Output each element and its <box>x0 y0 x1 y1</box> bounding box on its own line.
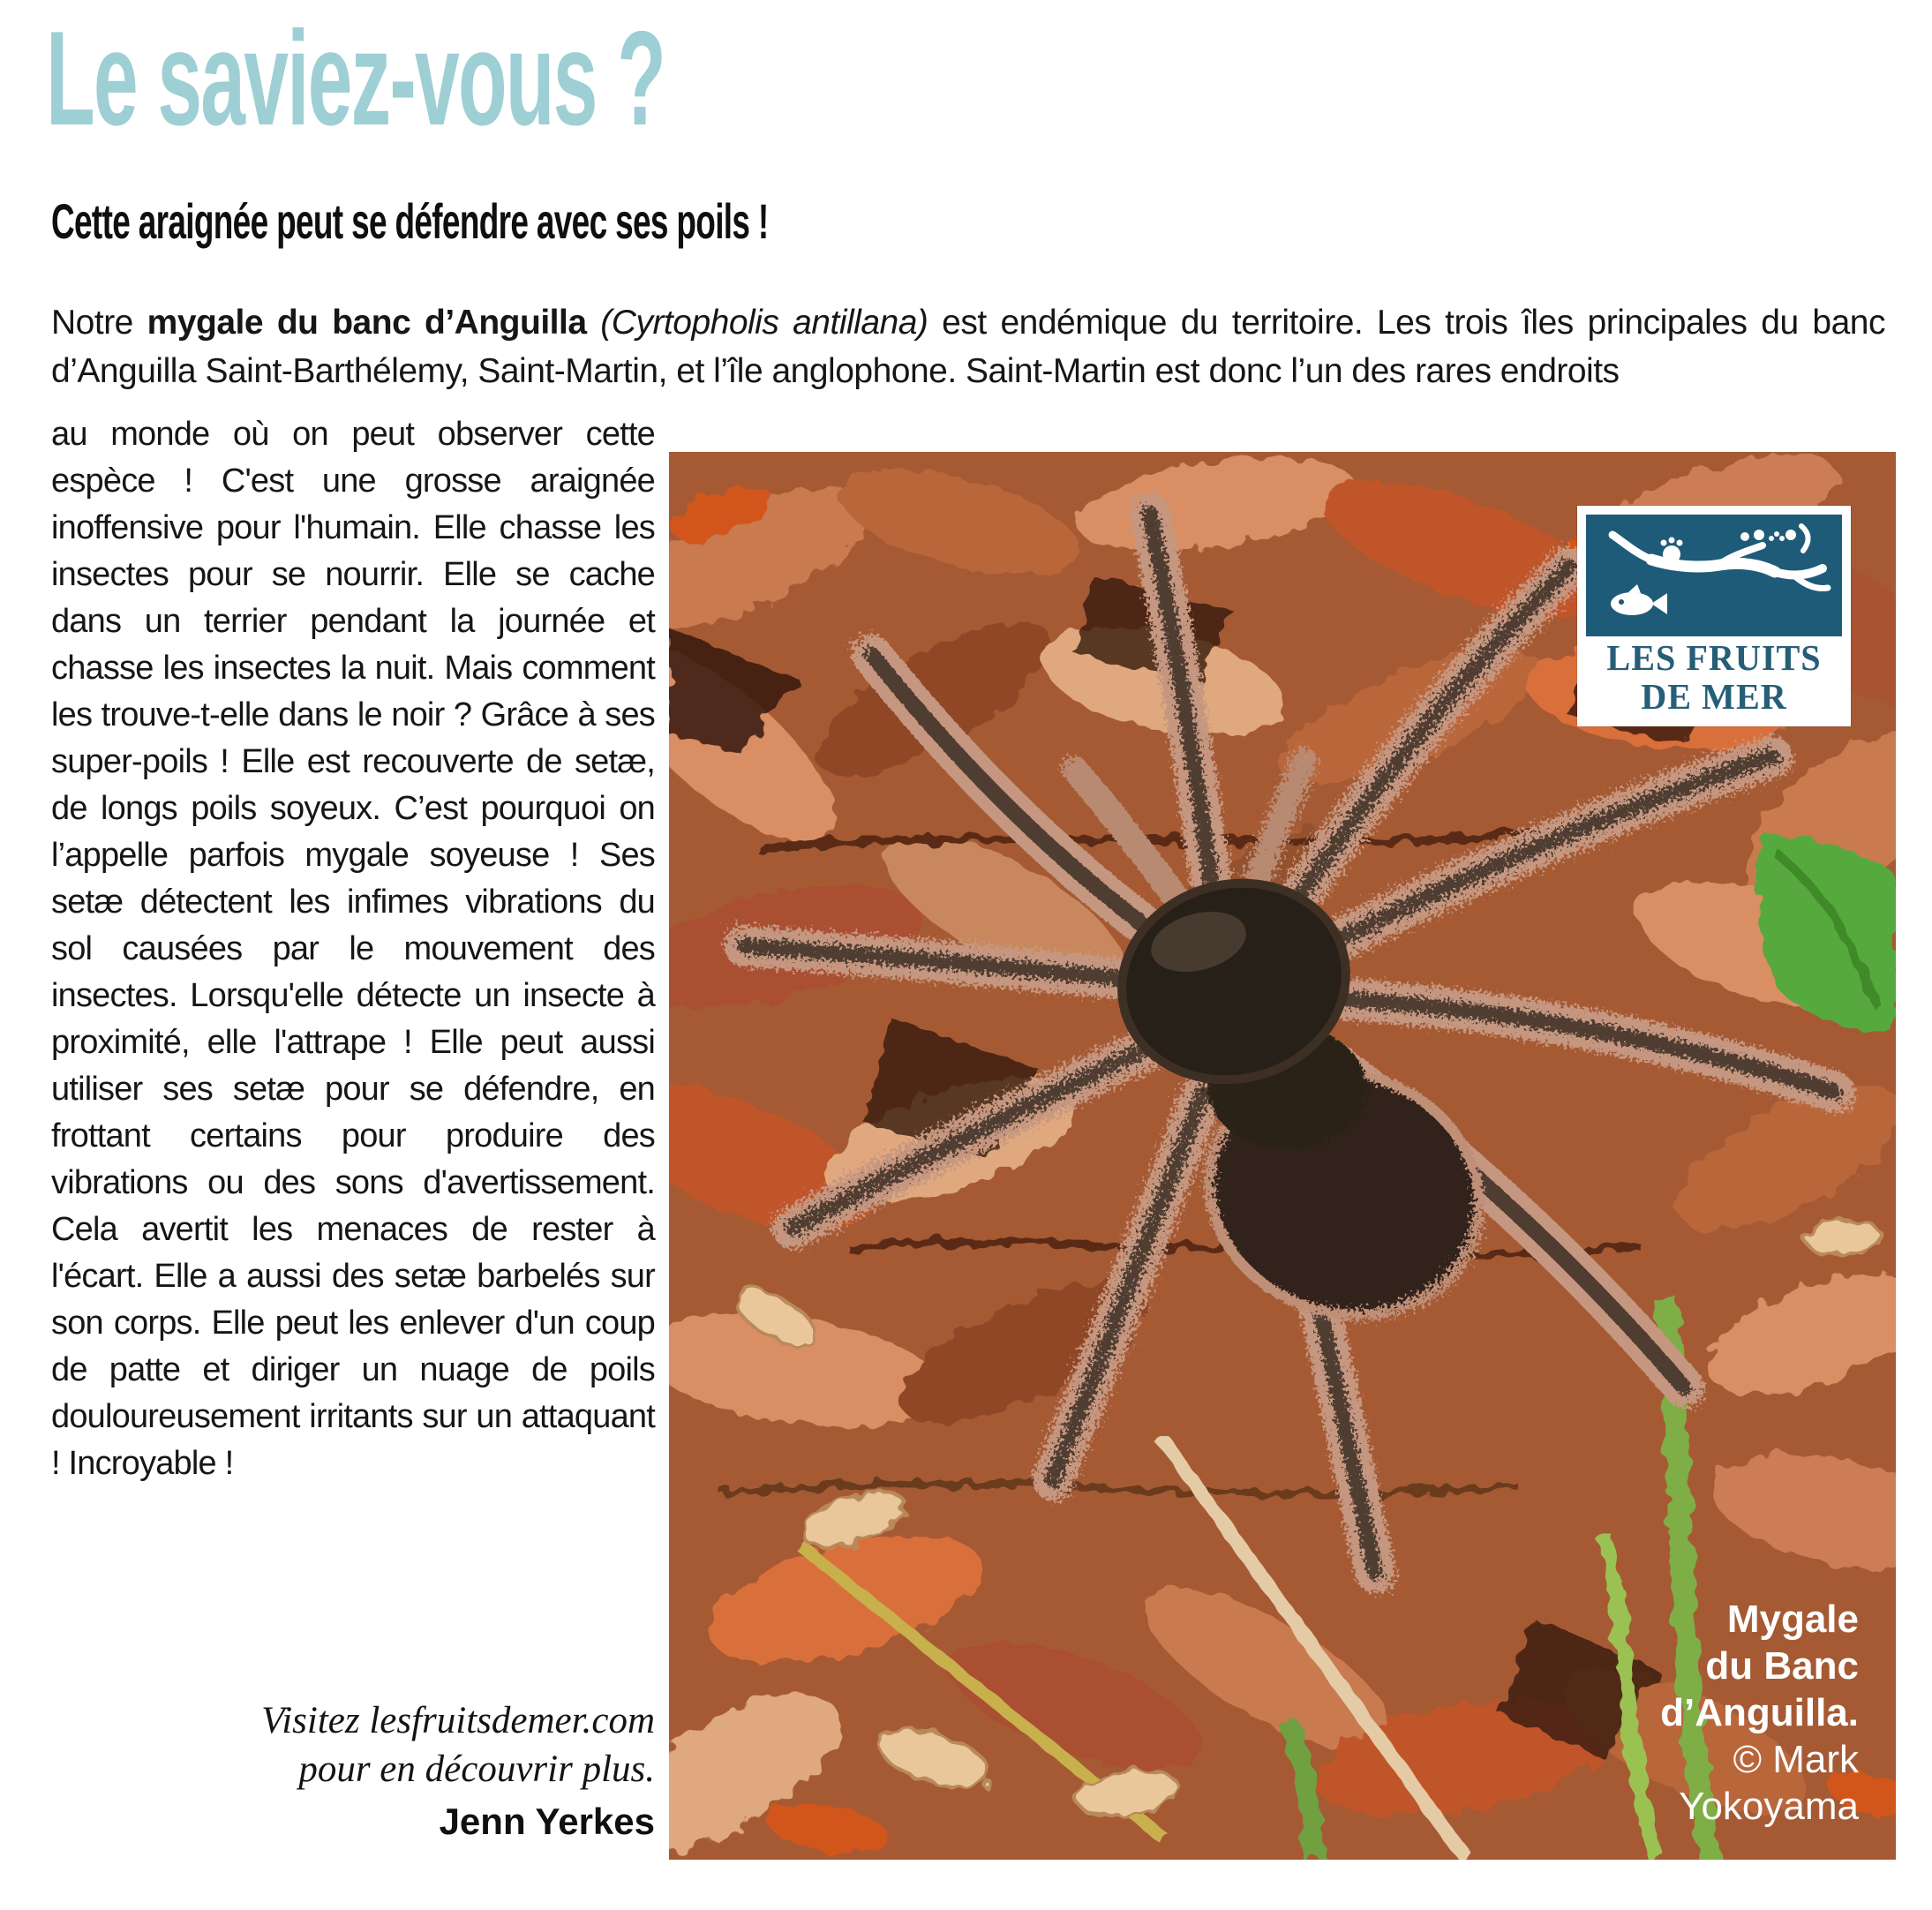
intro-paragraph <box>51 298 1885 395</box>
caption-line: Mygale <box>1726 1598 1859 1641</box>
photo-credit-line: © Mark <box>1733 1738 1859 1781</box>
swimmer-fish-icon <box>1586 515 1842 636</box>
les-fruits-de-mer-logo <box>1577 506 1851 726</box>
article-subtitle: Cette araignée peut se défendre avec ses poils ! <box>51 193 769 249</box>
photo-credit-line: Yokoyama <box>1679 1785 1859 1828</box>
logo-line1: LES FRUITS <box>1606 637 1822 678</box>
caption-line: du Banc <box>1705 1644 1859 1688</box>
body-text: au monde où on peut observer cette espèce ! C'est une grosse araignée inoffensive pour l'humain. Elle chasse les insectes pour se nourrir. Elle se cache dans un terrier pendant la journée et chasse les insectes la nuit. Mais comment les trouve-t-elle dans le noir ? Grâce à ses super-poils ! Elle est recouverte de setæ, de longs poils soyeux. C’est pourquoi on l’appelle parfois mygale soyeuse ! Ses setæ détectent les infimes vibrations du sol causées par le mouvement des insectes. Lorsqu'elle détecte un insecte à proximité, elle l'attrape ! Elle peut aussi utiliser ses setæ pour se défendre, en frottant certains pour produire des vibrations ou des sons d'avertissement. Cela avertit les menaces de rester à l'écart. Elle a aussi des setæ barbelés sur son corps. Elle peut les enlever d'un coup de patte et diriger un nuage de poils douloureusement irritants sur un attaquant ! Incroyable ! <box>51 416 655 1482</box>
photo-caption <box>1660 1596 1859 1830</box>
intro-segment: (Cyrtopholis antillana) <box>586 304 928 342</box>
logo-wordmark <box>1589 638 1839 716</box>
closing-block <box>51 1696 655 1846</box>
visit-site-line: Visitez lesfruitsdemer.com <box>261 1700 655 1741</box>
visit-site-line: pour en découvrir plus. <box>298 1748 655 1790</box>
page-title: Le saviez-vous ? <box>46 4 665 154</box>
author-name: Jenn Yerkes <box>439 1801 655 1842</box>
caption-line: d’Anguilla. <box>1660 1691 1859 1734</box>
logo-line2: DE MER <box>1641 676 1787 717</box>
intro-segment: Notre <box>51 304 147 342</box>
spider-photo <box>669 452 1896 1860</box>
intro-segment: est endémique du territoire. Les trois îles principales du banc d’Anguilla Saint-Barthélemy, Saint-Martin, et l’île anglophone. Saint-Martin est donc l’un des rares endroits <box>51 304 1885 390</box>
intro-segment: mygale du banc d’Anguilla <box>147 304 587 342</box>
